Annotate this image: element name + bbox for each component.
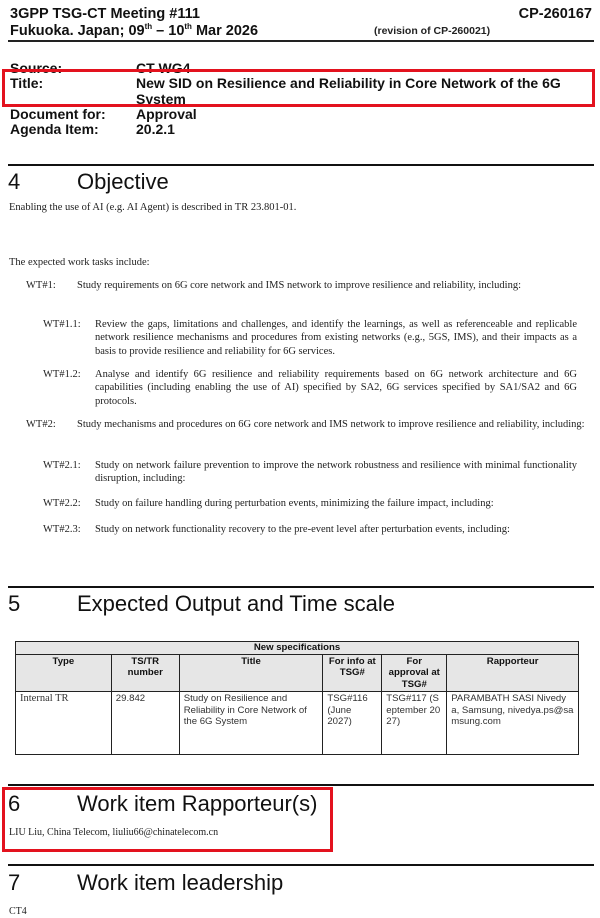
column-header-title: Title (179, 654, 323, 692)
column-header-for-info: For info at TSG# (323, 654, 382, 692)
leadership-value: CT4 (9, 906, 27, 917)
task-text: Analyse and identify 6G resilience and reliability requirements based on 6G network architecture and 6G capabilities (including enabling the use of AI) specified by SA2, 6G services specified by SA1/SA2 and 6G protocols. (95, 369, 577, 407)
cell-ts-tr-number: 29.842 (111, 692, 179, 755)
document-for-label: Document for: (10, 106, 106, 122)
task-id: WT#1: (26, 280, 56, 291)
meeting-title: 3GPP TSG-CT Meeting #111 (10, 6, 200, 22)
cell-title: Study on Resilience and Reliability in Core Network of the 6G System (179, 692, 323, 755)
title-value: New SID on Resilience and Reliability in Core Network of the 6G System (136, 75, 561, 107)
section-7-number: 7 (8, 870, 21, 895)
section-4-divider (8, 164, 594, 166)
task-text: Study mechanisms and procedures on 6G core network and IMS network to improve resilience and reliability, including: (77, 419, 585, 430)
section-4-title: Objective (77, 169, 169, 194)
title-label: Title: (10, 75, 44, 91)
title-highlight-box (2, 69, 595, 107)
table-row (16, 692, 579, 755)
date-range-mid: – 10 (152, 23, 185, 39)
task-text: Review the gaps, limitations and challenges, and identify the learnings, as well as referenceable and replicable network resilience mechanisms and procedures from existing networks (e.g., 5GS, IMS), and their impacts as a basis to provide resilience and reliability for 6G services. (95, 319, 577, 357)
section-6-divider (8, 784, 594, 786)
section-7-title: Work item leadership (77, 870, 284, 895)
task-id: WT#2.2: (43, 498, 81, 509)
agenda-item-value: 20.2.1 (136, 121, 175, 137)
source-label: Source: (10, 60, 63, 76)
meeting-location-date (10, 22, 258, 40)
agenda-item-label: Agenda Item: (10, 121, 99, 137)
task-text: Study requirements on 6G core network and IMS network to improve resilience and reliability, including: (77, 280, 522, 291)
revision-note: (revision of CP-260021) (374, 25, 491, 37)
document-number: CP-260167 (518, 6, 592, 22)
task-text: Study on failure handling during perturbation events, minimizing the failure impact, including: (95, 498, 494, 509)
section-4-number: 4 (8, 169, 21, 194)
new-specifications-table (15, 641, 579, 755)
task-id: WT#1.1: (43, 319, 81, 330)
task-text: Study on network failure prevention to improve the network robustness and resilience with minimal functionality disruption, including: (95, 460, 577, 485)
column-header-ts-tr-number: TS/TR number (111, 654, 179, 692)
task-id: WT#2.1: (43, 460, 81, 471)
rapporteur-contact: LIU Liu, China Telecom, liuliu66@chinatelecom.cn (9, 827, 219, 838)
cell-rapporteur: PARAMBATH SASI Nivedya, Samsung, nivedya.ps@samsung.com (447, 692, 579, 755)
work-tasks-intro: The expected work tasks include: (9, 257, 150, 268)
task-text: Study on network functionality recovery to the pre-event level after perturbation events, including: (95, 524, 510, 535)
rapporteur-highlight-box (2, 787, 333, 852)
cell-type: Internal TR (16, 692, 112, 755)
cell-for-info: TSG#116 (June 2027) (323, 692, 382, 755)
task-id: WT#2.3: (43, 524, 81, 535)
section-6-number: 6 (8, 791, 21, 816)
section-5-divider (8, 586, 594, 588)
section-5-number: 5 (8, 591, 21, 616)
column-header-type: Type (16, 654, 112, 692)
task-id: WT#2: (26, 419, 56, 430)
superscript-th: th (184, 22, 192, 32)
location-prefix: Fukuoka. Japan; 09 (10, 23, 145, 39)
objective-intro: Enabling the use of AI (e.g. AI Agent) is described in TR 23.801-01. (9, 202, 297, 213)
location-suffix: Mar 2026 (191, 23, 259, 39)
table-caption: New specifications (16, 642, 579, 655)
column-header-for-approval: For approval at TSG# (382, 654, 447, 692)
section-6-title: Work item Rapporteur(s) (77, 791, 318, 816)
header-divider (8, 40, 594, 42)
task-id: WT#1.2: (43, 369, 81, 380)
document-for-value: Approval (136, 106, 197, 122)
column-header-rapporteur: Rapporteur (447, 654, 579, 692)
superscript-th: th (144, 22, 153, 32)
cell-for-approval: TSG#117 (September 2027) (382, 692, 447, 755)
source-value: CT WG4 (136, 60, 191, 76)
section-7-divider (8, 864, 594, 866)
section-5-title: Expected Output and Time scale (77, 591, 395, 616)
